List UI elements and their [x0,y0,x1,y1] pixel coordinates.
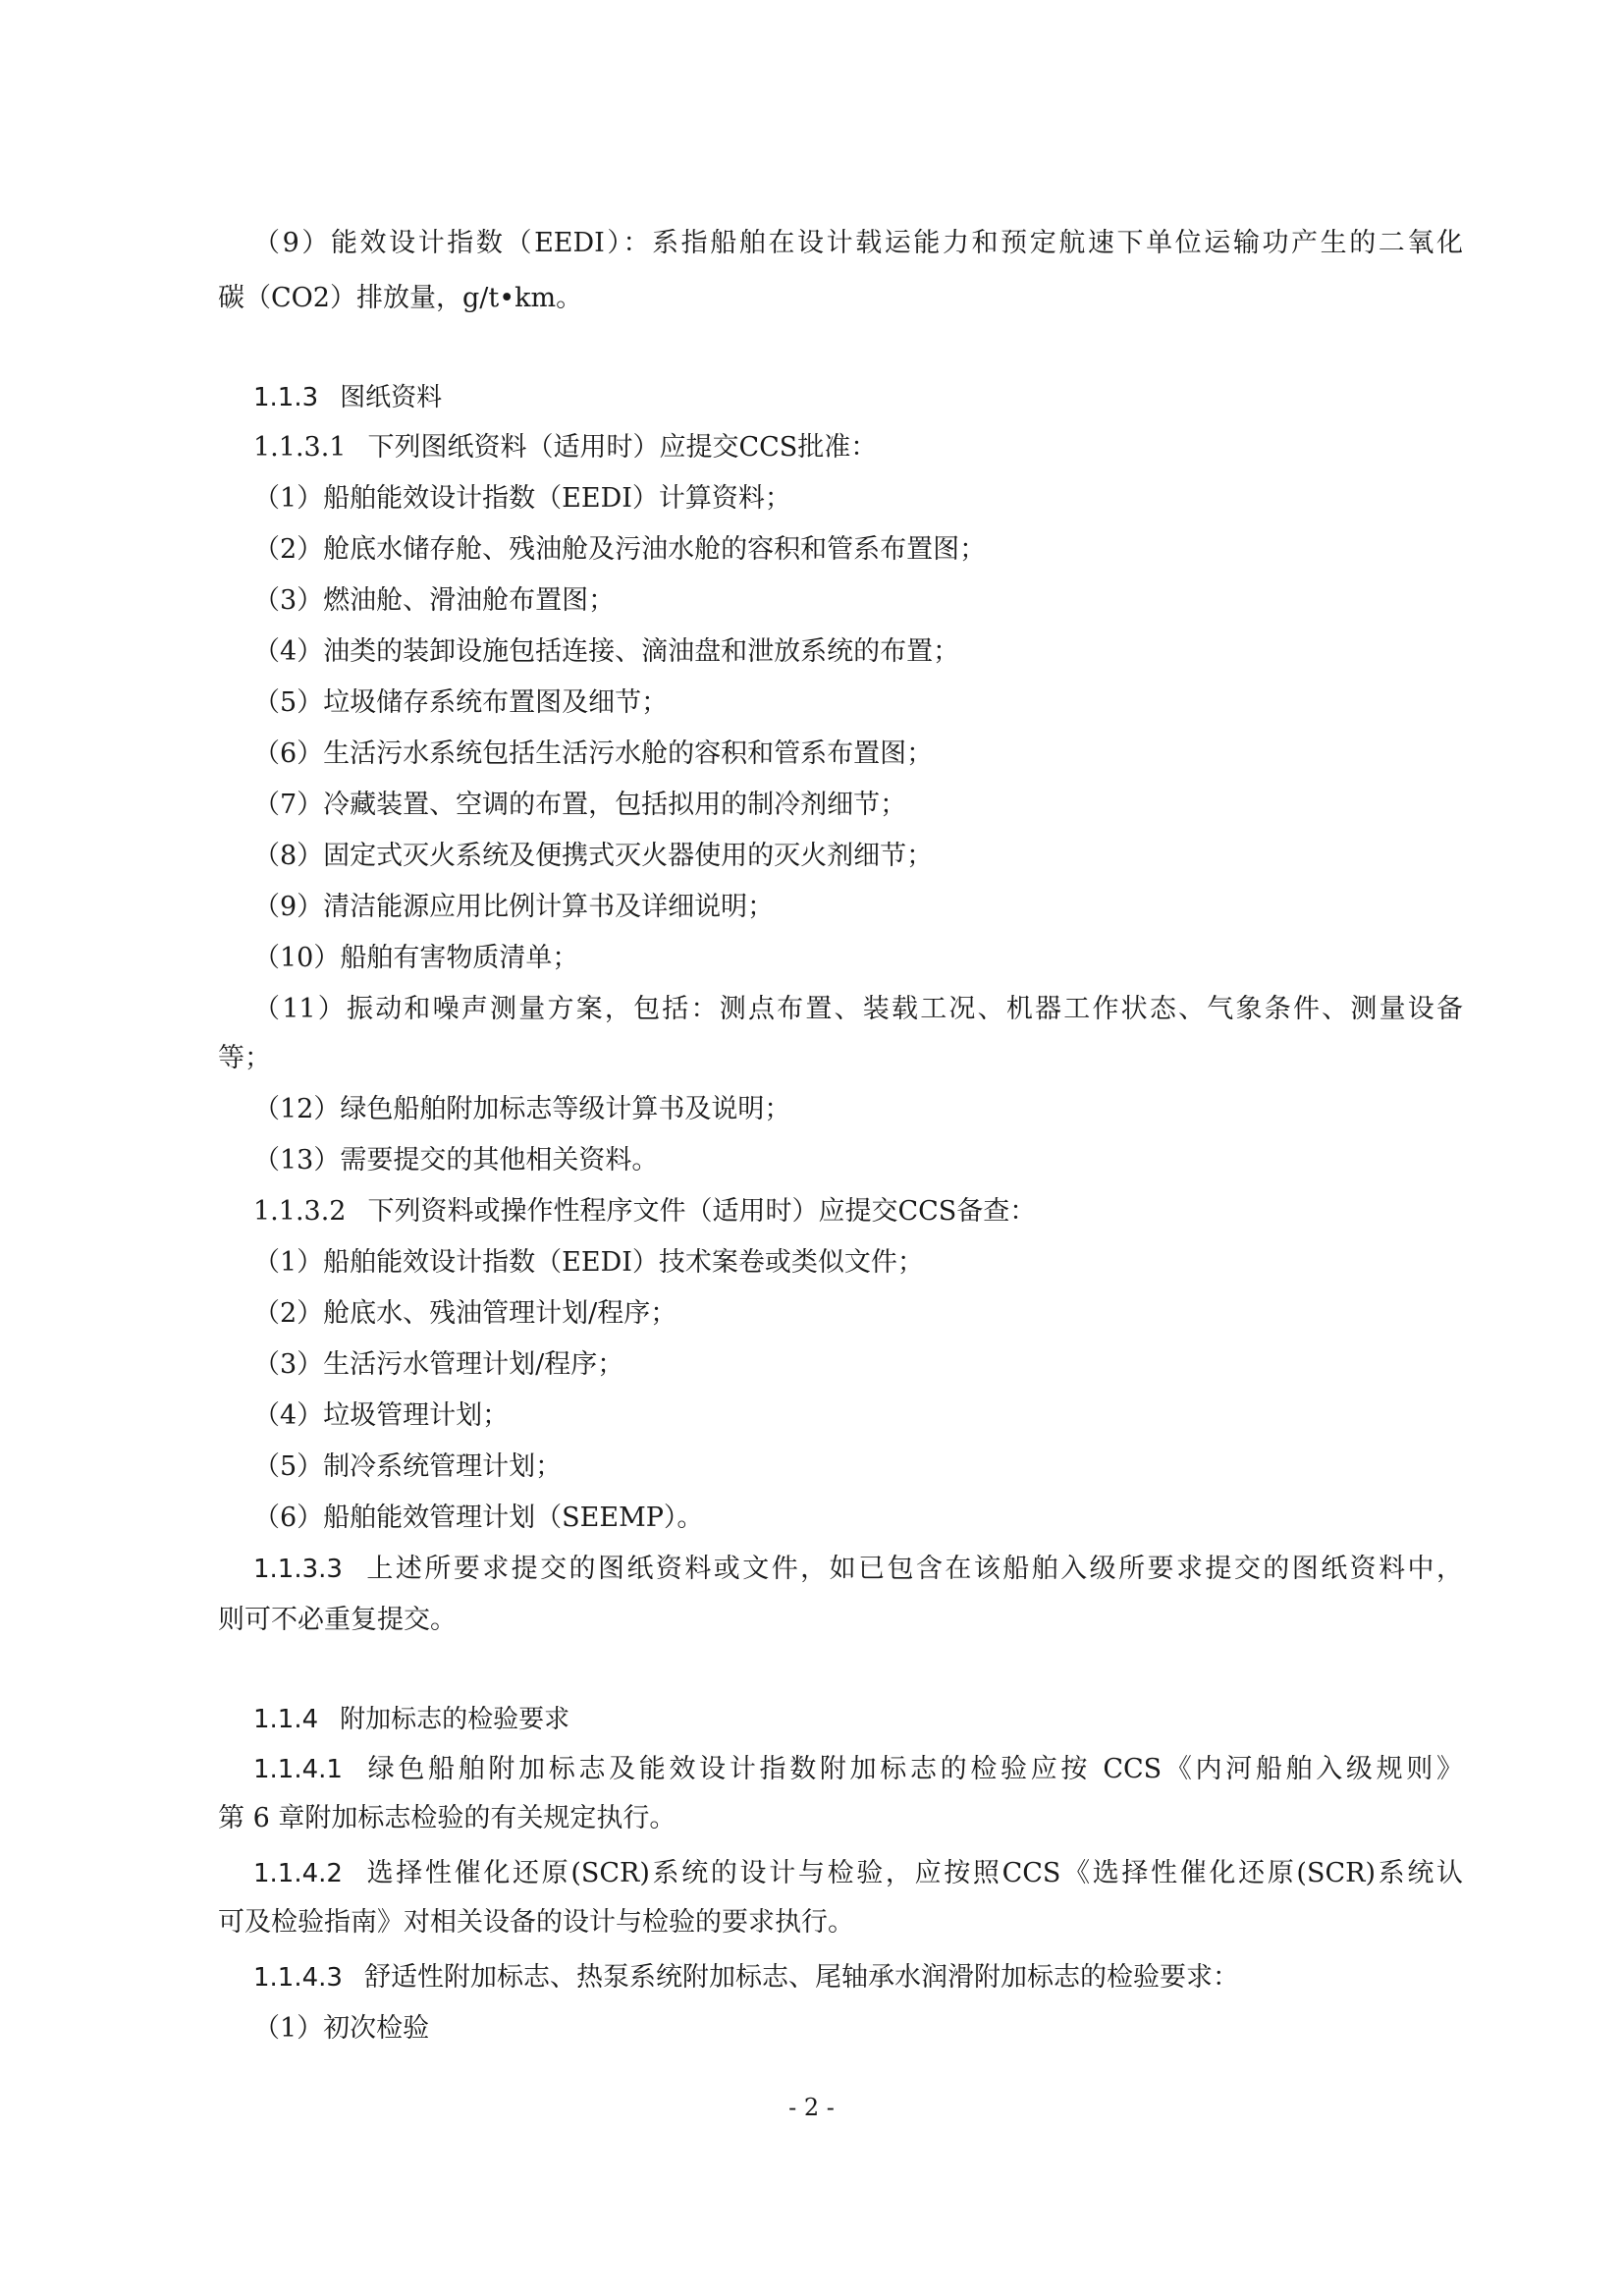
section-title: 附加标志的检验要求 [340,1705,570,1734]
list-item-text: （13）需要提交的其他相关资料。 [253,1145,659,1175]
clause-number: 1.1.3.1 [253,432,347,463]
list-item-text: （5）制冷系统管理计划； [253,1451,563,1482]
list-item-11-line-1 [0,990,1463,1029]
section-title: 图纸资料 [340,383,443,412]
list-item-text: 等； [218,1043,271,1073]
list-item-text: （11）振动和噪声测量方案，包括：测点布置、装载工况、机器工作状态、气象条件、测量设备 [253,994,1463,1024]
list-item-text: （10）船舶有害物质清单； [253,943,579,973]
list-item [0,1294,1623,1334]
list-item-text: （1）船舶能效设计指数（EEDI）计算资料； [253,483,791,514]
list-item-text: （1）船舶能效设计指数（EEDI）技术案卷或类似文件； [253,1247,924,1278]
clause-text: 选择性催化还原(SCR)系统的设计与检验，应按照CCS《选择性催化还原(SCR)系统认 [363,1858,1463,1888]
list-item [0,632,1623,672]
list-item-text: （9）清洁能源应用比例计算书及详细说明； [253,892,775,922]
list-item-text: （5）垃圾储存系统布置图及细节； [253,687,669,718]
list-item-text: （6）生活污水系统包括生活污水舱的容积和管系布置图； [253,738,934,769]
definition-item-9-line-1 [0,224,1463,263]
list-item-text: （6）船舶能效管理计划（SEEMP）。 [253,1503,704,1533]
list-item [0,530,1623,570]
list-item [0,2009,1623,2049]
clause-text: 绿色船舶附加标志及能效设计指数附加标志的检验应按 CCS《内河船舶入级规则》 [363,1754,1463,1784]
section-heading-1-1-4 [0,1700,1623,1739]
definition-item-9-line-2 [0,279,1623,318]
clause-1-1-4-2-line-2 [0,1903,1623,1942]
list-item [0,581,1623,621]
list-item [0,1141,1623,1180]
clause-text: 下列资料或操作性程序文件（适用时）应提交CCS备查： [367,1196,1037,1227]
clause-1-1-3-2 [0,1192,1623,1231]
clause-text: 则可不必重复提交。 [218,1605,457,1635]
list-item [0,683,1623,723]
definition-text: 碳（CO2）排放量，g/t•km。 [218,283,583,313]
list-item [0,735,1623,774]
clause-1-1-3-3-line-2 [0,1601,1623,1640]
list-item-text: （12）绿色船舶附加标志等级计算书及说明； [253,1094,791,1124]
section-heading-1-1-3 [0,378,1623,417]
list-item-text: （2）舱底水储存舱、残油舱及污油水舱的容积和管系布置图； [253,534,987,565]
clause-1-1-4-1-line-2 [0,1799,1623,1838]
section-number: 1.1.4 [253,1705,319,1734]
list-item-text: （8）固定式灭火系统及便携式灭火器使用的灭火剂细节； [253,841,934,871]
page-number: - 2 - [788,2094,835,2121]
clause-text: 第 6 章附加标志检验的有关规定执行。 [218,1803,676,1833]
list-item-text: （2）舱底水、残油管理计划/程序； [253,1298,677,1329]
clause-1-1-4-1-line-1 [0,1750,1463,1789]
list-item [0,888,1623,927]
list-item [0,1345,1623,1385]
list-item-11-line-2 [0,1039,1623,1078]
list-item [0,479,1623,519]
list-item [0,1499,1623,1538]
clause-text: 舒适性附加标志、热泵系统附加标志、尾轴承水润滑附加标志的检验要求： [363,1962,1239,1993]
clause-text: 下列图纸资料（适用时）应提交CCS批准： [367,432,878,463]
clause-number: 1.1.3.2 [253,1196,347,1227]
clause-1-1-3-3-line-1 [0,1550,1463,1589]
clause-number: 1.1.4.3 [253,1963,343,1993]
list-item-text: （7）冷藏装置、空调的布置，包括拟用的制冷剂细节； [253,790,907,820]
list-item [0,1090,1623,1129]
clause-1-1-4-2-line-1 [0,1854,1463,1893]
list-item-text: （4）垃圾管理计划； [253,1400,510,1431]
list-item [0,1396,1623,1436]
list-item-text: （3）生活污水管理计划/程序； [253,1349,624,1380]
clause-text: 可及检验指南》对相关设备的设计与检验的要求执行。 [218,1907,854,1938]
list-item-text: （4）油类的装卸设施包括连接、滴油盘和泄放系统的布置； [253,636,960,667]
clause-number: 1.1.3.3 [253,1555,343,1584]
list-item [0,1448,1623,1487]
list-item-text: （3）燃油舱、滑油舱布置图； [253,585,616,616]
clause-text: 上述所要求提交的图纸资料或文件，如已包含在该船舶入级所要求提交的图纸资料中， [363,1554,1463,1584]
clause-1-1-4-3 [0,1958,1623,1997]
list-item [0,837,1623,876]
section-number: 1.1.3 [253,383,319,412]
clause-number: 1.1.4.2 [253,1859,343,1888]
clause-1-1-3-1 [0,428,1623,467]
list-item [0,786,1623,825]
list-item [0,1243,1623,1283]
clause-number: 1.1.4.1 [253,1755,343,1784]
list-item-text: （1）初次检验 [253,2013,430,2044]
definition-text: （9）能效设计指数（EEDI）：系指船舶在设计载运能力和预定航速下单位运输功产生的二氧化 [253,228,1463,258]
list-item [0,939,1623,978]
